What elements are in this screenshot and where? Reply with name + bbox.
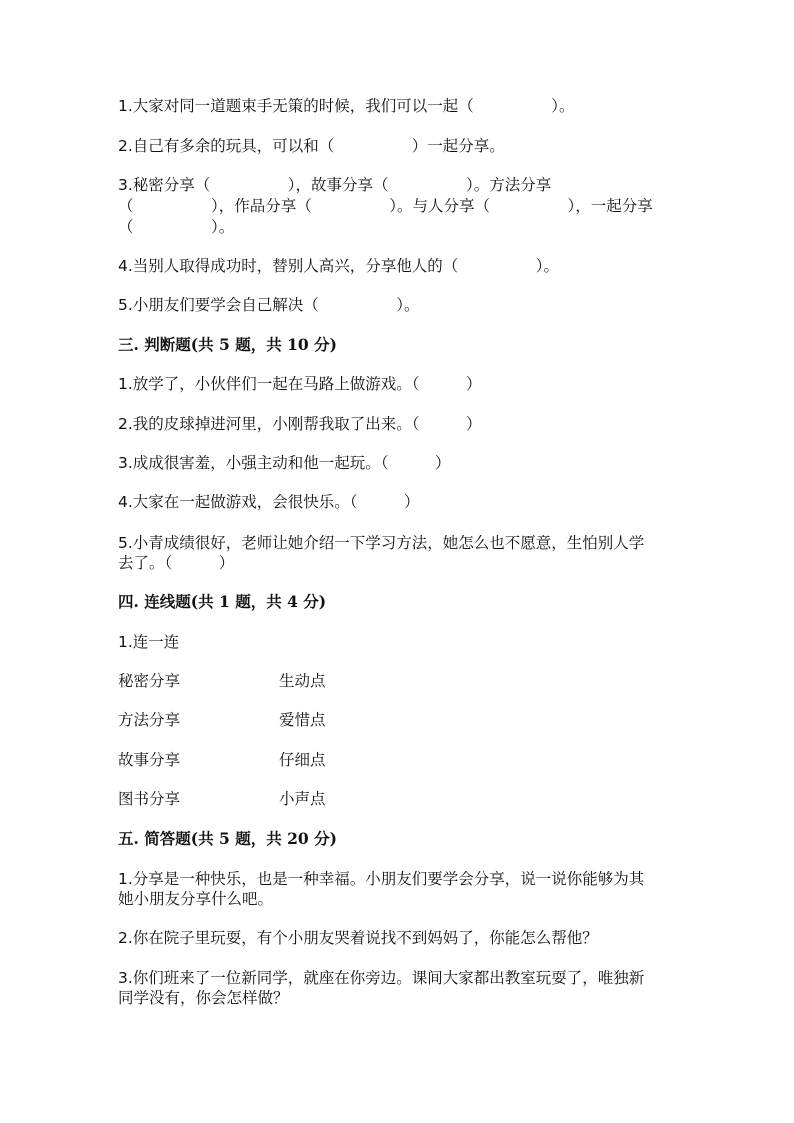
section-heading-matching: 四. 连线题(共 1 题，共 4 分) — [118, 592, 327, 611]
fill-in-question-1: 1.大家对同一道题束手无策的时候，我们可以一起（ ）。 — [118, 97, 575, 115]
fill-in-question-4: 4.当别人取得成功时，替别人高兴，分享他人的（ ）。 — [118, 257, 560, 275]
section-heading-short-answer: 五. 简答题(共 5 题，共 20 分) — [118, 829, 337, 848]
judge-question-5-line-1: 5.小青成绩很好，老师让她介绍一下学习方法，她怎么也不愿意，生怕别人学 — [118, 534, 645, 552]
fill-in-question-5: 5.小朋友们要学会自己解决（ ）。 — [118, 296, 420, 314]
judge-question-1: 1.放学了，小伙伴们一起在马路上做游戏。（ ） — [118, 375, 482, 393]
short-answer-question-3-line-1: 3.你们班来了一位新同学，就座在你旁边。课间大家都出教室玩耍了，唯独新 — [118, 969, 645, 987]
matching-left-item: 图书分享 — [118, 790, 181, 808]
fill-in-question-3-line-3: （ ）。 — [118, 218, 235, 236]
section-heading-judge: 三. 判断题(共 5 题，共 10 分) — [118, 335, 337, 354]
matching-right-item: 仔细点 — [279, 751, 326, 769]
judge-question-3: 3.成成很害羞，小强主动和他一起玩。（ ） — [118, 454, 451, 472]
short-answer-question-2: 2.你在院子里玩耍，有个小朋友哭着说找不到妈妈了，你能怎么帮他？ — [118, 929, 598, 947]
judge-question-4: 4.大家在一起做游戏，会很快乐。（ ） — [118, 493, 420, 511]
short-answer-question-1-line-1: 1.分享是一种快乐，也是一种幸福。小朋友们要学会分享，说一说你能够为其 — [118, 870, 645, 888]
judge-question-2: 2.我的皮球掉进河里，小刚帮我取了出来。（ ） — [118, 415, 482, 433]
matching-right-item: 爱惜点 — [279, 711, 326, 729]
fill-in-question-3-line-1: 3.秘密分享（ ），故事分享（ ）。方法分享 — [118, 176, 552, 194]
short-answer-question-1-line-2: 她小朋友分享什么吧。 — [118, 890, 274, 908]
matching-prompt: 1.连一连 — [118, 633, 180, 651]
matching-right-item: 生动点 — [279, 672, 326, 690]
short-answer-question-3-line-2: 同学没有，你会怎样做？ — [118, 989, 289, 1007]
matching-right-item: 小声点 — [279, 790, 326, 808]
matching-left-item: 故事分享 — [118, 751, 181, 769]
fill-in-question-3-line-2: （ ），作品分享（ ）。与人分享（ ），一起分享 — [118, 197, 653, 215]
matching-left-item: 秘密分享 — [118, 672, 181, 690]
matching-left-item: 方法分享 — [118, 711, 181, 729]
fill-in-question-2: 2.自己有多余的玩具，可以和（ ）一起分享。 — [118, 137, 505, 155]
judge-question-5-line-2: 去了。（ ） — [118, 554, 235, 572]
